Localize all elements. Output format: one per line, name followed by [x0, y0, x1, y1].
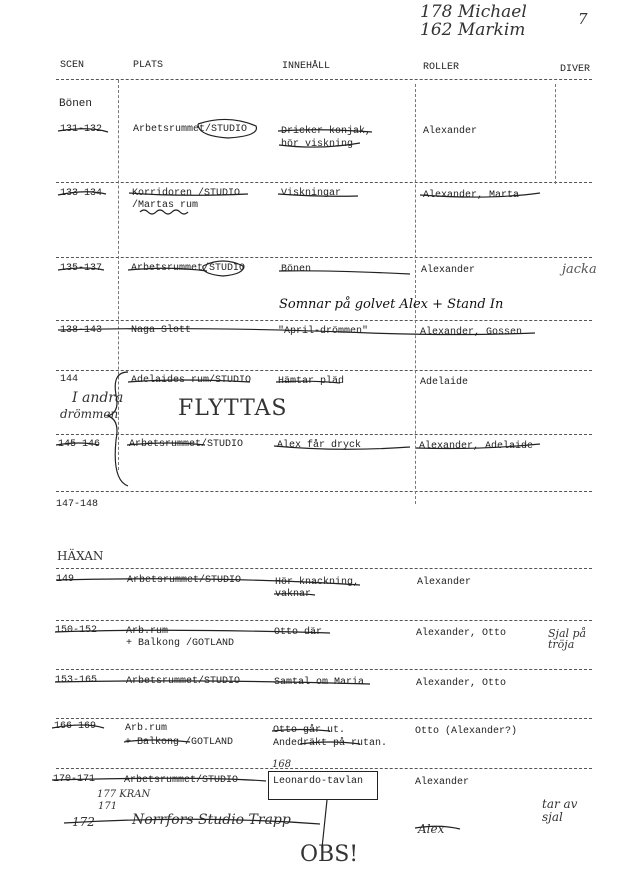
strike-133-content — [278, 194, 358, 196]
strike-145-scen — [56, 443, 99, 445]
row-scen: 131-132 — [60, 124, 103, 135]
strike-133-plats — [129, 193, 248, 195]
row-scen: 135-137 — [60, 263, 103, 274]
note-corner-mark: 7 — [578, 10, 588, 28]
circle-studio-131 — [198, 119, 256, 138]
strike-153 — [55, 681, 370, 684]
circle-studio-135 — [203, 261, 243, 276]
row-innehall: Viskningar — [281, 188, 342, 199]
row-innehall: Otto där — [274, 627, 323, 638]
row-scen: 150-152 — [55, 625, 98, 636]
strike-145-plats — [127, 443, 205, 445]
strike-135-content — [279, 271, 410, 274]
header-roller: ROLLER — [423, 62, 460, 73]
row-plats: Arb.rum — [125, 723, 168, 734]
row-plats: Arbetsrummet/STUDIO — [124, 775, 239, 786]
row-plats: Arb.rum — [126, 626, 169, 637]
row-innehall-2: Andedräkt på rutan. — [273, 738, 388, 749]
row-roller: Otto (Alexander?) — [415, 726, 518, 737]
strike-145-roll — [416, 444, 540, 449]
strike-166-plats — [124, 740, 190, 742]
note-i-andra: I andra — [72, 390, 124, 406]
header-diver: DIVER — [560, 64, 591, 75]
note-crossed-place: Norrfors Studio Trapp — [132, 812, 291, 828]
strike-135-scen — [58, 268, 104, 270]
strike-133-scen — [58, 192, 106, 195]
note-sjal-pa-troja: Sjal på tröja — [548, 627, 587, 651]
note-scene-168: 168 — [272, 759, 292, 770]
row-scen: 147-148 — [56, 499, 99, 510]
row-innehall: Otto går ut. — [273, 725, 346, 736]
strike-bottom — [64, 819, 320, 824]
row-plats: Korridoren /STUDIO — [132, 188, 241, 199]
header-innehall: INNEHÅLL — [282, 61, 331, 72]
row-roller: Alexander — [421, 265, 476, 276]
row-innehall: Hämtar pläd — [278, 376, 345, 387]
row-roller: Alexander, Otto — [416, 628, 507, 639]
row-roller: Alexander, Marta — [423, 190, 520, 201]
row-scen: 144 — [60, 374, 79, 385]
row-plats: Arbetsrummet/STUDIO — [131, 263, 246, 274]
row-roller: Alexander, Gossen — [420, 327, 523, 338]
row-scen: 133-134 — [60, 188, 103, 199]
row-innehall: Dricker konjak, — [281, 126, 372, 137]
strike-144-plats — [128, 380, 250, 382]
strike-135-plats — [128, 268, 207, 271]
row-scen: 166-169 — [54, 721, 97, 732]
row-plats-2: + Balkong /GOTLAND — [125, 737, 234, 748]
section-bonen: Bönen — [59, 98, 93, 110]
strike-149-2 — [274, 594, 315, 595]
note-top-markim: 162 Markim — [420, 20, 526, 40]
note-obs: OBS! — [300, 842, 359, 867]
strike-150 — [55, 630, 330, 633]
row-innehall-2: vaknar — [275, 589, 312, 600]
row-roller: Alexander — [423, 126, 478, 137]
strike-170 — [52, 778, 266, 781]
strike-131-content — [278, 130, 372, 132]
row-plats: Naga Slott — [131, 325, 192, 336]
row-plats: Adelaides rum/STUDIO — [131, 375, 252, 386]
strike-166-content-2 — [300, 742, 360, 744]
strike-149 — [56, 579, 360, 585]
row-roller: Alexander, Otto — [416, 678, 507, 689]
strike-138 — [58, 329, 535, 335]
row-plats: Arbetsrummet/STUDIO — [133, 124, 248, 135]
note-tar-av-sjal: tar av sjal — [542, 797, 578, 824]
row-innehall: Alex får dryck — [277, 440, 362, 451]
note-flyttas: FLYTTAS — [178, 396, 288, 421]
note-crossed-scene: 172 — [72, 815, 95, 829]
row-innehall: Bönen — [281, 264, 312, 275]
row-innehall: Leonardo-tavlan — [273, 776, 364, 787]
row-roller: Alexander, Adelaide — [419, 441, 534, 452]
row-scen: 153-165 — [55, 675, 98, 686]
squiggle-martas — [140, 210, 188, 214]
strike-131 — [58, 129, 108, 132]
note-jacka: jacka — [562, 262, 597, 277]
row-scen: 138-143 — [60, 325, 103, 336]
strike-166-content — [272, 730, 330, 732]
note-top-michael: 178 Michael — [420, 2, 527, 22]
row-plats: Arbetsrummet/STUDIO — [127, 575, 242, 586]
strike-bottom-role — [415, 826, 460, 829]
pen-vertical — [322, 800, 327, 848]
row-plats-2: + Balkong /GOTLAND — [126, 638, 235, 649]
row-plats: Arbetsrummet/STUDIO — [129, 439, 244, 450]
row-scen: 170-171 — [53, 774, 96, 785]
row-roller: Alexander — [415, 777, 470, 788]
row-innehall: Hör knackning, — [275, 577, 360, 588]
note-somnar: Somnar på golvet Alex + Stand In — [279, 297, 504, 312]
row-roller: Adelaide — [420, 377, 469, 388]
section-haxan: HÄXAN — [57, 549, 104, 563]
row-scen: 149 — [56, 574, 75, 585]
strike-166 — [52, 725, 104, 728]
note-kran-2: 171 — [98, 801, 118, 812]
strike-144-content — [276, 381, 340, 383]
strike-131-content-2 — [279, 143, 360, 147]
note-kran: 177 KRAN — [97, 789, 151, 800]
header-plats: PLATS — [133, 60, 164, 71]
row-scen: 145-146 — [58, 439, 101, 450]
brace-144-146 — [108, 372, 128, 486]
row-innehall: Samtal om Maria — [274, 677, 365, 688]
row-innehall: "April-drömmen" — [278, 326, 369, 337]
row-roller: Alexander — [417, 577, 472, 588]
note-drommen: drömmen — [60, 407, 119, 421]
row-innehall-2: hör viskning — [281, 139, 354, 150]
row-plats: Arbetsrummet/STUDIO — [126, 676, 241, 687]
row-plats-2: /Martas rum — [132, 200, 199, 211]
strike-133-roll — [420, 193, 540, 197]
note-crossed-role: Alex — [418, 822, 445, 836]
strike-145-content — [274, 446, 410, 449]
header-scen: SCEN — [60, 60, 85, 71]
